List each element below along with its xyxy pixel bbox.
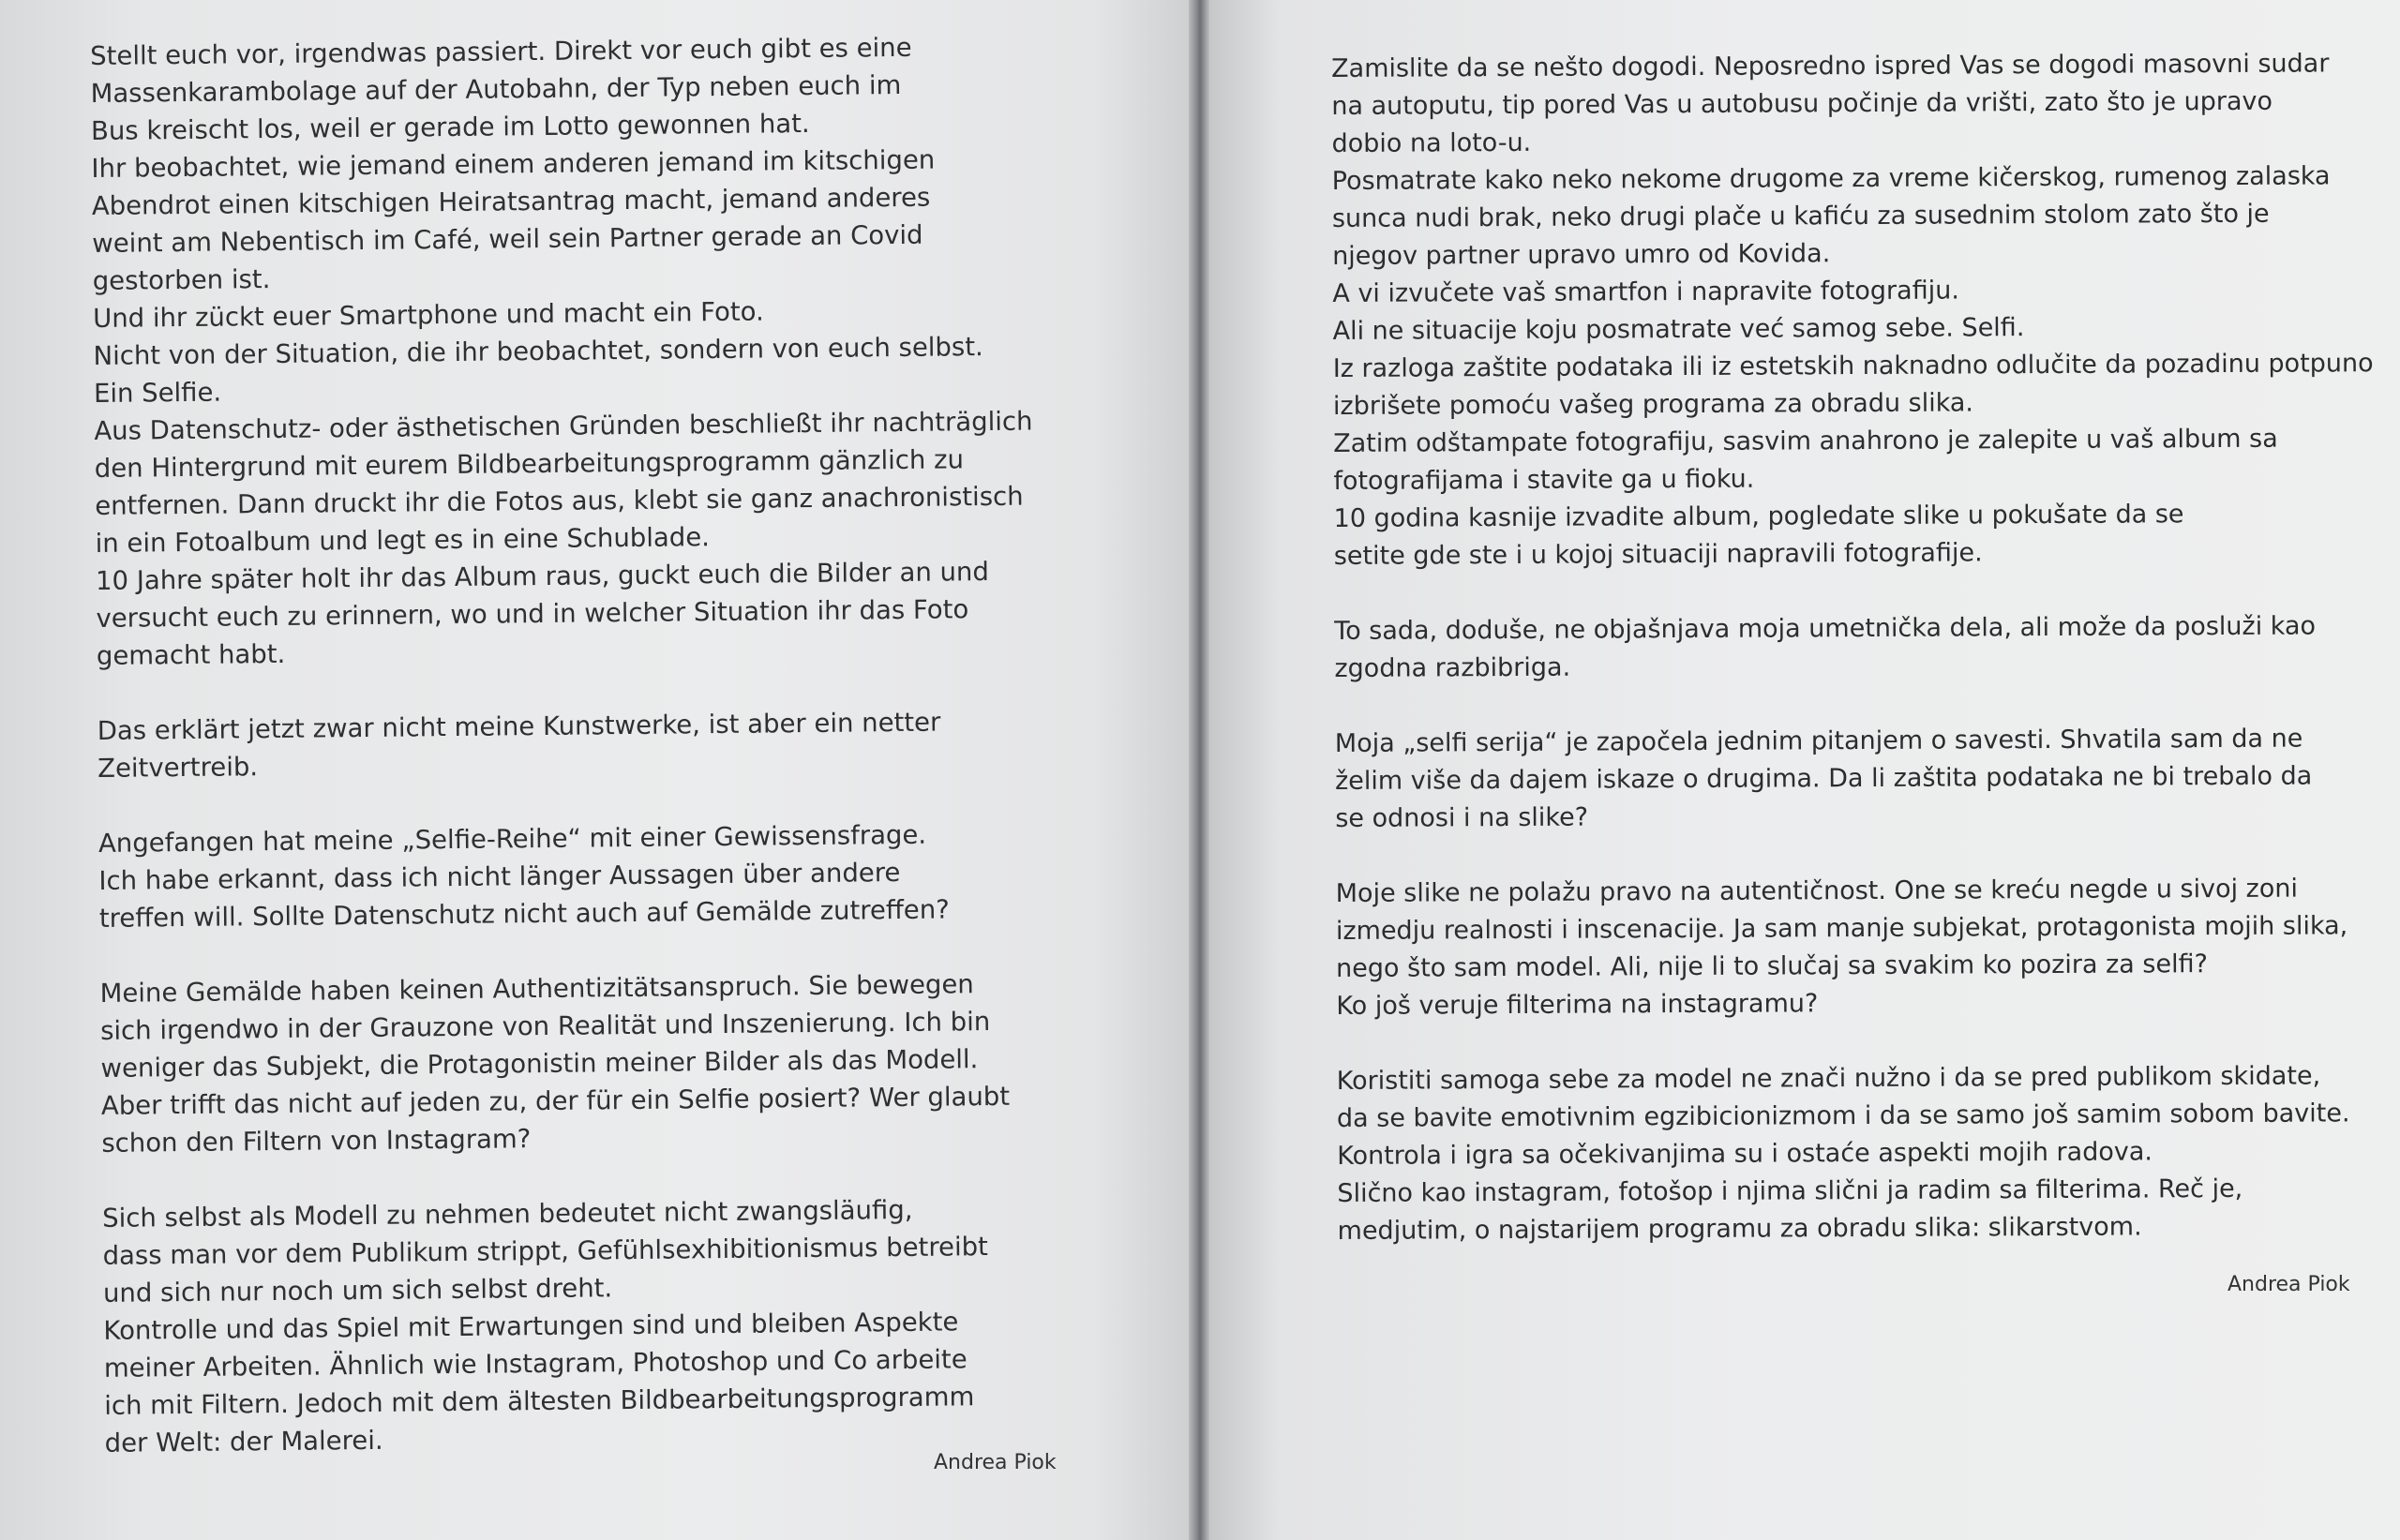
- text-line: Meine Gemälde haben keinen Authentizitätsanspruch. Sie bewegen: [99, 969, 974, 1009]
- text-line: se odnosi i na slike?: [1335, 802, 1589, 833]
- text-line: Aber trifft das nicht auf jeden zu, der für ein Selfie posiert? Wer glaubt: [100, 1081, 1011, 1121]
- left-paragraph-model: [102, 1189, 1080, 1462]
- text-line: ich mit Filtern. Jedoch mit dem ältesten Bildbearbeitungsprogramm: [104, 1382, 975, 1421]
- text-line: setite gde ste i u kojoj situaciji napravili fotografije.: [1333, 538, 1983, 571]
- text-line: medjutim, o najstarijem programu za obradu slika: slikarstvom.: [1337, 1212, 2142, 1246]
- text-line: Abendrot einen kitschigen Heiratsantrag macht, jemand anderes: [91, 182, 931, 221]
- text-line: Das erklärt jetzt zwar nicht meine Kunstwerke, ist aber ein netter: [97, 707, 941, 746]
- text-line: Bus kreischt los, weil er gerade im Lotto gewonnen hat.: [90, 108, 810, 146]
- book-gutter: [1189, 0, 1209, 1540]
- text-line: na autoputu, tip pored Vas u autobusu počinje da vrišti, zato što je upravo: [1331, 86, 2273, 121]
- right-page-serbian: [1209, 0, 2400, 1540]
- text-line: želim više da dajem iskaze o drugima. Da li zaštita podataka ne bi trebalo da: [1335, 761, 2313, 796]
- text-line: izbrišete pomoću vašeg programa za obradu slika.: [1332, 388, 1974, 421]
- text-line: entfernen. Dann druckt ihr die Fotos aus, klebt sie ganz anachronistisch: [95, 481, 1024, 521]
- left-paragraph-selfie-series: [98, 815, 1074, 937]
- left-page-text: [90, 27, 1080, 1500]
- text-line: Massenkarambolage auf der Autobahn, der Typ neben euch im: [90, 69, 902, 109]
- text-line: Stellt euch vor, irgendwas passiert. Direkt vor euch gibt es eine: [90, 32, 912, 71]
- text-line: Zamislite da se nešto dogodi. Neposredno ispred Vas se dogodi masovni sudar: [1331, 49, 2330, 83]
- text-line: versucht euch zu erinnern, wo und in welcher Situation ihr das Foto: [96, 594, 969, 634]
- text-line: Aus Datenschutz- oder ästhetischen Gründen beschließt ihr nachträglich: [94, 406, 1033, 446]
- left-paragraph-authenticity: [99, 964, 1076, 1162]
- text-line: meiner Arbeiten. Ähnlich wie Instagram, Photoshop und Co arbeite: [103, 1344, 968, 1383]
- text-line: sich irgendwo in der Grauzone von Realität und Inszenierung. Ich bin: [99, 1007, 991, 1046]
- text-line: nego što sam model. Ali, nije li to slučaj sa svakim ko pozira za selfi?: [1336, 949, 2208, 983]
- right-paragraph-intro: [1331, 45, 2375, 576]
- left-page-german: [0, 0, 1189, 1540]
- text-line: Ihr beobachtet, wie jemand einem anderen jemand im kitschigen: [91, 144, 936, 184]
- text-line: dobio na loto-u.: [1331, 127, 1532, 158]
- text-line: gemacht habt.: [96, 638, 286, 671]
- text-line: Angefangen hat meine „Selfie-Reihe“ mit einer Gewissensfrage.: [98, 819, 927, 859]
- text-line: Zatim odštampate fotografiju, sasvim anahrono je zalepite u vaš album sa: [1333, 424, 2278, 458]
- right-signature: Andrea Piok: [2228, 1273, 2350, 1296]
- right-paragraph-authenticity: [1336, 870, 2378, 1025]
- text-line: Ali ne situacije koju posmatrate već samog sebe. Selfi.: [1332, 313, 2025, 346]
- text-line: und sich nur noch um sich selbst dreht.: [102, 1273, 613, 1308]
- text-line: Ein Selfie.: [93, 377, 222, 409]
- text-line: der Welt: der Malerei.: [104, 1425, 383, 1458]
- text-line: weniger das Subjekt, die Protagonistin meiner Bilder als das Modell.: [100, 1044, 979, 1084]
- text-line: To sada, doduše, ne objašnjava moja umetnička dela, ali može da posluži kao: [1334, 611, 2317, 646]
- text-line: Moje slike ne polažu pravo na autentičnost. One se kreću negde u sivoj zoni: [1335, 874, 2299, 908]
- text-line: Slično kao instagram, fotošop i njima slični ja radim sa filterima. Reč je,: [1337, 1174, 2243, 1208]
- text-line: Nicht von der Situation, die ihr beobachtet, sondern von euch selbst.: [93, 332, 983, 371]
- right-page-text: [1331, 45, 2378, 1288]
- text-line: Kontrolle und das Spiel mit Erwartungen sind und bleiben Aspekte: [103, 1307, 959, 1346]
- text-line: sunca nudi brak, neko drugi plače u kafiću za susednim stolom zato što je: [1331, 199, 2270, 233]
- text-line: 10 godina kasnije izvadite album, pogledate slike u pokušate da se: [1333, 500, 2184, 533]
- text-line: in ein Fotoalbum und legt es in eine Schublade.: [95, 522, 711, 559]
- text-line: Kontrola i igra sa očekivanjima su i ostaće aspekti mojih radova.: [1337, 1137, 2153, 1171]
- text-line: gestorben ist.: [92, 264, 271, 296]
- text-line: izmedju realnosti i inscenacije. Ja sam manje subjekat, protagonista mojih slika,: [1335, 911, 2348, 946]
- text-line: weint am Nebentisch im Café, weil sein Partner gerade an Covid: [92, 219, 923, 259]
- text-line: Ich habe erkannt, dass ich nicht länger Aussagen über andere: [98, 857, 901, 896]
- text-line: da se bavite emotivnim egzibicionizmom i da se samo još samim sobom bavite.: [1336, 1099, 2350, 1133]
- right-paragraph-selfie-series: [1335, 720, 2377, 838]
- text-line: Posmatrate kako neko nekome drugome za vreme kičerskog, rumenog zalaska: [1331, 161, 2331, 196]
- text-line: A vi izvučete vaš smartfon i napravite fotografiju.: [1332, 276, 1959, 308]
- text-line: njegov partner upravo umro od Kovida.: [1332, 239, 1831, 271]
- text-line: schon den Filtern von Instagram?: [101, 1124, 532, 1159]
- text-line: Sich selbst als Modell zu nehmen bedeutet nicht zwangsläufig,: [102, 1194, 913, 1233]
- right-paragraph-pastime: [1334, 607, 2375, 688]
- left-paragraph-pastime: [98, 702, 1073, 787]
- text-line: fotografijama i stavite ga u fioku.: [1333, 464, 1755, 496]
- text-line: Und ihr zückt euer Smartphone und macht ein Foto.: [92, 296, 764, 334]
- text-line: Koristiti samoga sebe za model ne znači nužno i da se pred publikom skidate,: [1336, 1061, 2321, 1096]
- text-line: Ko još veruje filterima na instagramu?: [1336, 989, 1819, 1021]
- text-line: 10 Jahre später holt ihr das Album raus, guckt euch die Bilder an und: [95, 556, 990, 596]
- left-paragraph-intro: [90, 27, 1072, 675]
- left-signature: Andrea Piok: [934, 1451, 1057, 1474]
- right-paragraph-model: [1337, 1057, 2378, 1250]
- text-line: treffen will. Sollte Datenschutz nicht auch auf Gemälde zutreffen?: [98, 894, 950, 934]
- text-line: dass man vor dem Publikum strippt, Gefühlsexhibitionismus betreibt: [102, 1232, 989, 1271]
- text-line: zgodna razbibriga.: [1334, 652, 1571, 683]
- text-line: Moja „selfi serija“ je započela jednim pitanjem o savesti. Shvatila sam da ne: [1334, 724, 2303, 758]
- text-line: Zeitvertreib.: [98, 752, 259, 784]
- text-line: Iz razloga zaštite podataka ili iz estetskih naknadno odlučite da pozadinu potpuno: [1332, 349, 2374, 383]
- text-line: den Hintergrund mit eurem Bildbearbeitungsprogramm gänzlich zu: [94, 444, 965, 484]
